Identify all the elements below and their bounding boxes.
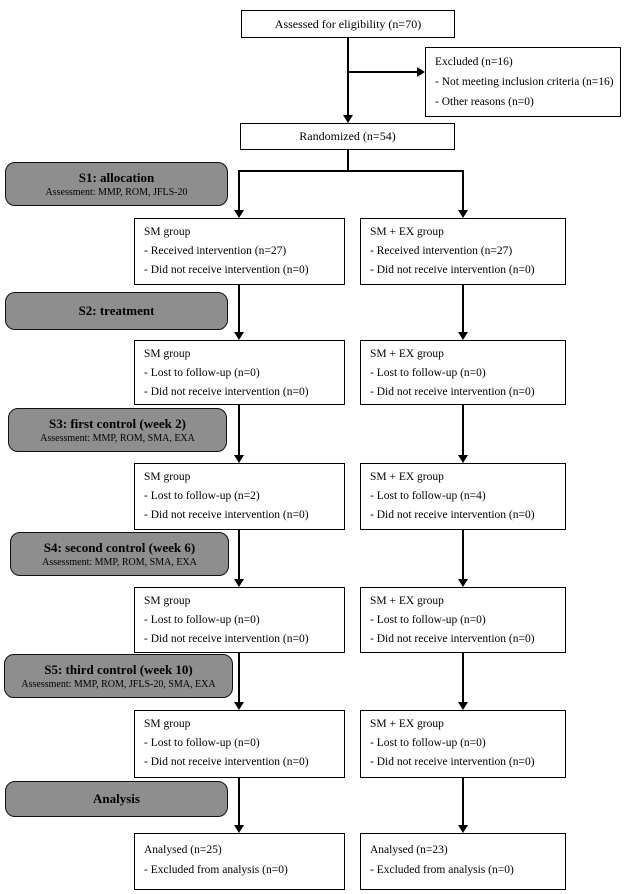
stage-title: S2: treatment [78,303,155,318]
box-line: - Did not receive intervention (n=0) [370,633,535,645]
stage-title: S4: second control (week 6) [43,540,196,555]
box-line: - Did not receive intervention (n=0) [144,509,309,521]
box-line: SM + EX group [370,718,444,730]
box-line: Analysed (n=23) [370,844,448,856]
box-line: - Did not receive intervention (n=0) [370,264,535,276]
arrow-down-icon [234,455,244,463]
stage-subtitle: Assessment: MMP, ROM, JFLS-20, SMA, EXA [21,679,216,690]
randomized-box [240,123,455,150]
connector-line [238,778,240,826]
arrow-down-icon [234,579,244,587]
stage-analysis [5,781,228,817]
box-line: - Did not receive intervention (n=0) [144,756,309,768]
connector-line [347,38,349,116]
excluded-title: Excluded (n=16) [435,56,513,68]
box-line: - Lost to follow-up (n=0) [144,614,260,626]
connector-line [462,653,464,703]
arrow-down-icon [234,332,244,340]
box-line: - Did not receive intervention (n=0) [370,509,535,521]
box-line: - Lost to follow-up (n=0) [370,367,486,379]
stage-subtitle: Assessment: MMP, ROM, SMA, EXA [42,557,197,568]
connector-line [238,170,464,172]
arrow-down-icon [343,115,353,123]
arrow-down-icon [234,702,244,710]
stage-subtitle: Assessment: MMP, ROM, JFLS-20 [45,187,188,198]
arrow-right-icon [417,67,425,77]
box-line: Analysed (n=25) [144,844,222,856]
sm-group-third-control-box [134,710,345,778]
box-line: SM group [144,471,191,483]
box-line: SM group [144,226,191,238]
stage-title: S5: third control (week 10) [44,662,193,677]
stage-subtitle: Assessment: MMP, ROM, SMA, EXA [40,433,195,444]
box-line: - Lost to follow-up (n=4) [370,490,486,502]
arrow-down-icon [458,332,468,340]
box-line: SM + EX group [370,471,444,483]
assessed-eligibility-box [241,10,455,38]
box-line: SM group [144,718,191,730]
stage-s5-third-control [4,654,233,698]
smex-group-allocation-box [360,218,566,285]
sm-group-second-control-box [134,587,345,653]
sm-group-analysis-box [134,833,345,890]
box-line: - Did not receive intervention (n=0) [144,633,309,645]
stage-s2-treatment [5,292,228,330]
box-line: SM group [144,595,191,607]
box-line: SM + EX group [370,348,444,360]
randomized-text: Randomized (n=54) [299,129,396,143]
stage-title: S3: first control (week 2) [49,416,186,431]
smex-group-analysis-box [360,833,566,890]
connector-line [348,71,417,73]
arrow-down-icon [234,210,244,218]
connector-line [462,405,464,456]
sm-group-first-control-box [134,463,345,530]
connector-line [347,150,349,171]
box-line: - Lost to follow-up (n=0) [144,737,260,749]
stage-s1-allocation [5,162,228,206]
connector-line [462,170,464,211]
assessed-eligibility-text: Assessed for eligibility (n=70) [274,16,422,31]
excluded-line: - Not meeting inclusion criteria (n=16) [435,76,614,88]
box-line: - Did not receive intervention (n=0) [144,264,309,276]
arrow-down-icon [458,579,468,587]
arrow-down-icon [458,455,468,463]
sm-group-treatment-box [134,340,345,405]
smex-group-third-control-box [360,710,566,778]
arrow-down-icon [458,825,468,833]
box-line: - Lost to follow-up (n=2) [144,490,260,502]
box-line: SM + EX group [370,595,444,607]
stage-title: S1: allocation [78,170,155,185]
arrow-down-icon [458,210,468,218]
connector-line [238,170,240,211]
box-line: SM + EX group [370,226,444,238]
box-line: - Excluded from analysis (n=0) [370,864,514,876]
box-line: - Did not receive intervention (n=0) [144,386,309,398]
box-line: - Did not receive intervention (n=0) [370,386,535,398]
box-line: SM group [144,348,191,360]
connector-line [462,285,464,333]
connector-line [462,530,464,580]
excluded-box [425,47,621,117]
smex-group-first-control-box [360,463,566,530]
box-line: - Lost to follow-up (n=0) [144,367,260,379]
connector-line [462,778,464,826]
arrow-down-icon [458,702,468,710]
excluded-line: - Other reasons (n=0) [435,96,534,108]
box-line: - Lost to follow-up (n=0) [370,614,486,626]
box-line: - Received intervention (n=27) [370,245,513,257]
sm-group-allocation-box [134,218,345,285]
stage-title: Analysis [93,791,140,806]
smex-group-treatment-box [360,340,566,405]
connector-line [238,530,240,580]
arrow-down-icon [234,825,244,833]
connector-line [238,405,240,456]
box-line: - Received intervention (n=27) [144,245,287,257]
box-line: - Lost to follow-up (n=0) [370,737,486,749]
connector-line [238,285,240,333]
connector-line [238,653,240,703]
box-line: - Excluded from analysis (n=0) [144,864,288,876]
stage-s3-first-control [8,408,227,452]
box-line: - Did not receive intervention (n=0) [370,756,535,768]
stage-s4-second-control [10,532,229,576]
smex-group-second-control-box [360,587,566,653]
